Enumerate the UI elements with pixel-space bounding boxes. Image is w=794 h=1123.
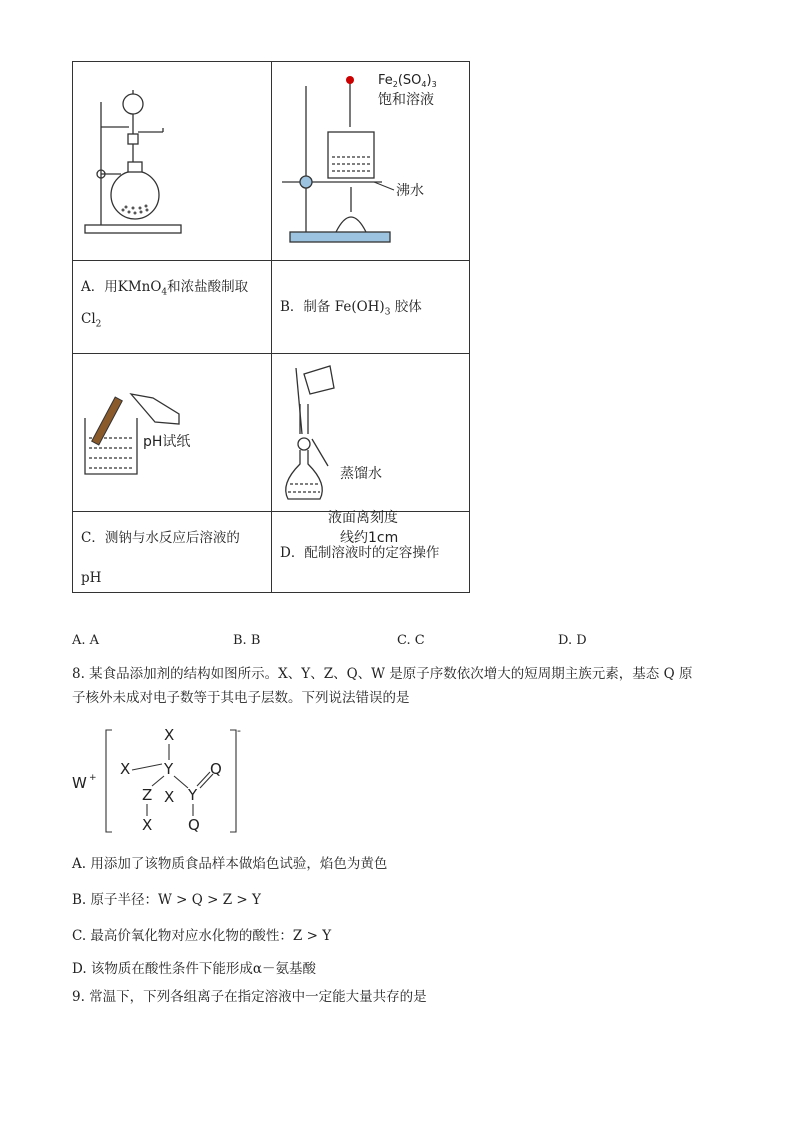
label-saturated-solution: 饱和溶液	[378, 92, 434, 108]
q8-structure	[72, 722, 252, 842]
chlorine-generator-diagram	[73, 62, 271, 260]
q8-stem	[72, 662, 692, 710]
label-fe: Fe	[378, 73, 393, 88]
struct-w: W	[72, 774, 87, 792]
caption-a-sub1: 4	[161, 287, 168, 298]
struct-x-top: X	[164, 726, 175, 744]
caption-c-text2: pH	[81, 570, 102, 586]
struct-q-bottom: Q	[188, 816, 200, 834]
caption-b-text1: B．制备 Fe(OH)	[280, 299, 385, 315]
label-level-line1: 液面离刻度	[328, 510, 398, 526]
cell-d-caption	[280, 540, 439, 566]
caption-a-text2: 和浓盐酸制取	[167, 279, 249, 295]
label-paren: )	[426, 73, 432, 88]
struct-y1: Y	[164, 760, 174, 778]
volumetric-flask-diagram	[272, 354, 470, 546]
q8-stem-line2: 子核外未成对电子数等于其电子层数。下列说法错误的是	[72, 690, 410, 706]
caption-b-sub1: 3	[384, 307, 391, 318]
q9-stem: 9. 常温下，下列各组离子在指定溶液中一定能大量共存的是	[72, 989, 427, 1005]
label-so: (SO	[397, 73, 422, 88]
table-divider-3	[73, 511, 469, 512]
caption-a-text1: 用KMnO	[104, 279, 162, 295]
struct-q-top: Q	[210, 760, 222, 778]
cell-c-image	[73, 354, 271, 511]
q8-answer-b[interactable]: B. 原子半径：W > Q > Z > Y	[72, 892, 261, 908]
table-divider-1	[73, 260, 469, 261]
struct-plus: +	[89, 773, 97, 783]
label-distilled-water: 蒸馏水	[340, 466, 382, 482]
label-fe-sub: 2	[392, 80, 398, 89]
option-b[interactable]: B. B	[233, 633, 261, 648]
struct-x-bottom: X	[142, 816, 153, 834]
q8-answer-c[interactable]: C. 最高价氧化物对应水化物的酸性：Z > Y	[72, 928, 332, 944]
label-so-sub: 4	[421, 80, 427, 89]
caption-a-sub2: 2	[95, 319, 102, 330]
option-d[interactable]: D. D	[558, 633, 587, 648]
option-c[interactable]: C. C	[397, 633, 425, 648]
label-level-line2: 线约1cm	[340, 530, 399, 546]
q8-stem-line1: 8. 某食品添加剂的结构如图所示。X、Y、Z、Q、W 是原子序数依次增大的短周期主族元素，基态 Q 原	[72, 666, 693, 682]
cell-a-image	[73, 62, 271, 260]
cell-a-caption	[81, 274, 248, 337]
caption-a-cl: Cl	[81, 310, 96, 327]
struct-x-mid: X	[164, 788, 175, 806]
caption-c-text1: C．测钠与水反应后溶液的	[81, 530, 240, 546]
caption-b-text2: 胶体	[390, 299, 422, 315]
svg-text:Fe2(SO4)3	[378, 73, 437, 89]
ph-test-diagram	[73, 354, 271, 511]
cell-c-caption	[81, 518, 240, 598]
label-paren-sub: 3	[431, 80, 437, 89]
apparatus-table	[72, 61, 470, 593]
cell-d-image	[272, 354, 470, 546]
option-a[interactable]: A. A	[72, 633, 100, 648]
q8-answer-a[interactable]: A. 用添加了该物质食品样本做焰色试验，焰色为黄色	[72, 856, 388, 872]
cell-b-caption	[280, 294, 422, 326]
cell-b-image	[272, 62, 470, 260]
struct-y2: Y	[188, 786, 198, 804]
caption-d-text1: D．配制溶液时的定容操作	[280, 545, 440, 561]
struct-x-left: X	[120, 760, 131, 778]
struct-minus: -	[237, 724, 241, 737]
label-boiling-water: 沸水	[396, 183, 424, 199]
colloid-prep-diagram	[272, 62, 470, 260]
caption-a-letter: A．	[81, 279, 105, 295]
struct-z: Z	[142, 786, 153, 804]
label-ph-paper: pH试纸	[143, 434, 191, 450]
q8-answer-d[interactable]: D. 该物质在酸性条件下能形成α－氨基酸	[72, 961, 317, 977]
